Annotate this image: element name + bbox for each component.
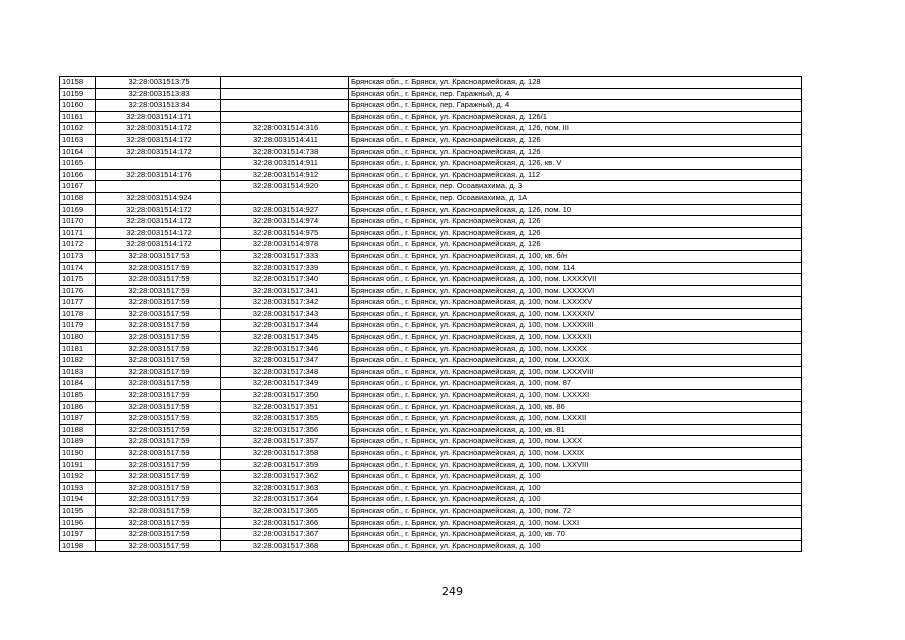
row-number-cell: 10181 (60, 343, 96, 355)
sub-cadastral-number-cell: 32:28:0031514:927 (221, 204, 349, 216)
cadastral-number-cell: 32:28:0031517:59 (96, 332, 221, 344)
table-row (60, 343, 802, 355)
row-number-cell: 10195 (60, 505, 96, 517)
row-number-cell: 10169 (60, 204, 96, 216)
cadastral-number-cell: 32:28:0031517:59 (96, 529, 221, 541)
table-row (60, 459, 802, 471)
row-number-cell: 10190 (60, 448, 96, 460)
address-cell: Брянская обл., г. Брянск, ул. Красноармейская, д. 126 (349, 216, 802, 228)
cadastral-number-cell: 32:28:0031517:59 (96, 308, 221, 320)
sub-cadastral-number-cell (221, 100, 349, 112)
address-cell: Брянская обл., г. Брянск, ул. Красноармейская, д. 100, пом. LXXXXV (349, 297, 802, 309)
cadastral-number-cell: 32:28:0031514:924 (96, 192, 221, 204)
address-cell: Брянская обл., г. Брянск, ул. Красноармейская, д. 126, кв. V (349, 158, 802, 170)
sub-cadastral-number-cell: 32:28:0031514:738 (221, 146, 349, 158)
row-number-cell: 10162 (60, 123, 96, 135)
address-cell: Брянская обл., г. Брянск, ул. Красноармейская, д. 100, пом. LXXXXII (349, 332, 802, 344)
table-row (60, 134, 802, 146)
address-cell: Брянская обл., г. Брянск, ул. Красноармейская, д. 100, пом. 72 (349, 505, 802, 517)
sub-cadastral-number-cell: 32:28:0031517:349 (221, 378, 349, 390)
sub-cadastral-number-cell: 32:28:0031517:362 (221, 471, 349, 483)
row-number-cell: 10167 (60, 181, 96, 193)
table-row (60, 146, 802, 158)
table-row (60, 111, 802, 123)
cadastral-number-cell: 32:28:0031517:59 (96, 355, 221, 367)
row-number-cell: 10188 (60, 424, 96, 436)
address-cell: Брянская обл., г. Брянск, ул. Красноармейская, д. 100, пом. 114 (349, 262, 802, 274)
table-row (60, 250, 802, 262)
cadastral-number-cell: 32:28:0031517:59 (96, 390, 221, 402)
address-cell: Брянская обл., г. Брянск, пер. Гаражный, д. 4 (349, 100, 802, 112)
table-row (60, 436, 802, 448)
address-cell: Брянская обл., г. Брянск, ул. Красноармейская, д. 126, пом. 10 (349, 204, 802, 216)
sub-cadastral-number-cell: 32:28:0031517:348 (221, 366, 349, 378)
table-row (60, 529, 802, 541)
row-number-cell: 10189 (60, 436, 96, 448)
cadastral-number-cell: 32:28:0031517:59 (96, 540, 221, 552)
sub-cadastral-number-cell: 32:28:0031517:356 (221, 424, 349, 436)
address-cell: Брянская обл., г. Брянск, ул. Красноармейская, д. 126, пом. III (349, 123, 802, 135)
sub-cadastral-number-cell: 32:28:0031517:357 (221, 436, 349, 448)
sub-cadastral-number-cell: 32:28:0031514:974 (221, 216, 349, 228)
table-row (60, 227, 802, 239)
row-number-cell: 10164 (60, 146, 96, 158)
sub-cadastral-number-cell: 32:28:0031517:340 (221, 274, 349, 286)
cadastral-number-cell (96, 158, 221, 170)
address-cell: Брянская обл., г. Брянск, ул. Красноармейская, д. 126/1 (349, 111, 802, 123)
row-number-cell: 10163 (60, 134, 96, 146)
cadastral-number-cell: 32:28:0031513:75 (96, 77, 221, 89)
sub-cadastral-number-cell: 32:28:0031514:920 (221, 181, 349, 193)
sub-cadastral-number-cell: 32:28:0031517:365 (221, 505, 349, 517)
row-number-cell: 10168 (60, 192, 96, 204)
address-cell: Брянская обл., г. Брянск, ул. Красноармейская, д. 100, пом. 87 (349, 378, 802, 390)
sub-cadastral-number-cell: 32:28:0031514:411 (221, 134, 349, 146)
address-cell: Брянская обл., г. Брянск, ул. Красноармейская, д. 100, пом. LXXXXVII (349, 274, 802, 286)
table-row (60, 366, 802, 378)
address-cell: Брянская обл., г. Брянск, ул. Красноармейская, д. 100, пом. LXXVIII (349, 459, 802, 471)
sub-cadastral-number-cell: 32:28:0031517:359 (221, 459, 349, 471)
row-number-cell: 10166 (60, 169, 96, 181)
row-number-cell: 10182 (60, 355, 96, 367)
address-cell: Брянская обл., г. Брянск, ул. Красноармейская, д. 100, пом. LXXI (349, 517, 802, 529)
table-row (60, 413, 802, 425)
cadastral-number-cell: 32:28:0031513:83 (96, 88, 221, 100)
cadastral-number-cell: 32:28:0031517:59 (96, 459, 221, 471)
address-cell: Брянская обл., г. Брянск, ул. Красноармейская, д. 126 (349, 146, 802, 158)
sub-cadastral-number-cell: 32:28:0031517:368 (221, 540, 349, 552)
address-cell: Брянская обл., г. Брянск, ул. Красноармейская, д. 100 (349, 471, 802, 483)
cadastral-number-cell: 32:28:0031517:59 (96, 343, 221, 355)
sub-cadastral-number-cell: 32:28:0031517:339 (221, 262, 349, 274)
sub-cadastral-number-cell: 32:28:0031517:364 (221, 494, 349, 506)
table-row (60, 401, 802, 413)
cadastral-number-cell: 32:28:0031514:172 (96, 134, 221, 146)
row-number-cell: 10180 (60, 332, 96, 344)
row-number-cell: 10158 (60, 77, 96, 89)
cadastral-number-cell (96, 181, 221, 193)
address-cell: Брянская обл., г. Брянск, ул. Красноармейская, д. 100, пом. LXXXXI (349, 390, 802, 402)
address-cell: Брянская обл., г. Брянск, ул. Красноармейская, д. 100, пом. LXXXXIII (349, 320, 802, 332)
sub-cadastral-number-cell: 32:28:0031517:358 (221, 448, 349, 460)
table-row (60, 320, 802, 332)
sub-cadastral-number-cell (221, 77, 349, 89)
cadastral-number-cell: 32:28:0031517:59 (96, 424, 221, 436)
table-row (60, 216, 802, 228)
address-cell: Брянская обл., г. Брянск, ул. Красноармейская, д. 126 (349, 227, 802, 239)
sub-cadastral-number-cell: 32:28:0031514:316 (221, 123, 349, 135)
cadastral-number-cell: 32:28:0031517:59 (96, 482, 221, 494)
table-row (60, 204, 802, 216)
row-number-cell: 10160 (60, 100, 96, 112)
row-number-cell: 10197 (60, 529, 96, 541)
table-row (60, 77, 802, 89)
row-number-cell: 10174 (60, 262, 96, 274)
address-cell: Брянская обл., г. Брянск, ул. Красноармейская, д. 100, пом. LXXX (349, 436, 802, 448)
table-row (60, 274, 802, 286)
cadastral-number-cell: 32:28:0031514:172 (96, 239, 221, 251)
table-row (60, 355, 802, 367)
table-row (60, 517, 802, 529)
sub-cadastral-number-cell: 32:28:0031517:363 (221, 482, 349, 494)
address-cell: Брянская обл., г. Брянск, ул. Красноармейская, д. 100, пом. LXXXVIII (349, 366, 802, 378)
table-row (60, 308, 802, 320)
sub-cadastral-number-cell: 32:28:0031517:350 (221, 390, 349, 402)
sub-cadastral-number-cell: 32:28:0031514:912 (221, 169, 349, 181)
table-row (60, 332, 802, 344)
sub-cadastral-number-cell (221, 111, 349, 123)
row-number-cell: 10179 (60, 320, 96, 332)
row-number-cell: 10198 (60, 540, 96, 552)
row-number-cell: 10171 (60, 227, 96, 239)
table-row (60, 285, 802, 297)
cadastral-number-cell: 32:28:0031517:59 (96, 285, 221, 297)
cadastral-number-cell: 32:28:0031517:59 (96, 274, 221, 286)
address-cell: Брянская обл., г. Брянск, ул. Красноармейская, д. 100, пом. LXXXII (349, 413, 802, 425)
cadastral-number-cell: 32:28:0031517:59 (96, 262, 221, 274)
cadastral-number-cell: 32:28:0031514:172 (96, 204, 221, 216)
cadastral-number-cell: 32:28:0031517:59 (96, 320, 221, 332)
table-row (60, 158, 802, 170)
row-number-cell: 10170 (60, 216, 96, 228)
sub-cadastral-number-cell: 32:28:0031514:911 (221, 158, 349, 170)
sub-cadastral-number-cell (221, 88, 349, 100)
sub-cadastral-number-cell: 32:28:0031517:346 (221, 343, 349, 355)
address-cell: Брянская обл., г. Брянск, ул. Красноармейская, д. 100, кв. 70 (349, 529, 802, 541)
table-row (60, 123, 802, 135)
cadastral-number-cell: 32:28:0031513:84 (96, 100, 221, 112)
registry-table-body (60, 77, 802, 552)
cadastral-number-cell: 32:28:0031514:171 (96, 111, 221, 123)
row-number-cell: 10161 (60, 111, 96, 123)
cadastral-number-cell: 32:28:0031517:59 (96, 413, 221, 425)
sub-cadastral-number-cell: 32:28:0031517:341 (221, 285, 349, 297)
cadastral-number-cell: 32:28:0031517:53 (96, 250, 221, 262)
table-row (60, 448, 802, 460)
address-cell: Брянская обл., г. Брянск, ул. Красноармейская, д. 126 (349, 239, 802, 251)
table-row (60, 482, 802, 494)
table-row (60, 169, 802, 181)
table-row (60, 424, 802, 436)
row-number-cell: 10184 (60, 378, 96, 390)
address-cell: Брянская обл., г. Брянск, ул. Красноармейская, д. 100, пом. LXXXXIV (349, 308, 802, 320)
table-row (60, 378, 802, 390)
sub-cadastral-number-cell: 32:28:0031514:975 (221, 227, 349, 239)
address-cell: Брянская обл., г. Брянск, пер. Осоавиахима, д. 1А (349, 192, 802, 204)
sub-cadastral-number-cell: 32:28:0031517:351 (221, 401, 349, 413)
sub-cadastral-number-cell: 32:28:0031517:355 (221, 413, 349, 425)
table-row (60, 181, 802, 193)
page-number: 249 (442, 585, 463, 598)
table-row (60, 494, 802, 506)
cadastral-number-cell: 32:28:0031514:176 (96, 169, 221, 181)
table-row (60, 297, 802, 309)
row-number-cell: 10192 (60, 471, 96, 483)
row-number-cell: 10172 (60, 239, 96, 251)
row-number-cell: 10191 (60, 459, 96, 471)
cadastral-number-cell: 32:28:0031517:59 (96, 366, 221, 378)
address-cell: Брянская обл., г. Брянск, пер. Осоавиахима, д. 3 (349, 181, 802, 193)
cadastral-number-cell: 32:28:0031517:59 (96, 297, 221, 309)
row-number-cell: 10196 (60, 517, 96, 529)
address-cell: Брянская обл., г. Брянск, пер. Гаражный, д. 4 (349, 88, 802, 100)
table-row (60, 505, 802, 517)
address-cell: Брянская обл., г. Брянск, ул. Красноармейская, д. 100 (349, 482, 802, 494)
table-row (60, 88, 802, 100)
cadastral-number-cell: 32:28:0031517:59 (96, 471, 221, 483)
address-cell: Брянская обл., г. Брянск, ул. Красноармейская, д. 100, пом. LXXXXVI (349, 285, 802, 297)
sub-cadastral-number-cell (221, 192, 349, 204)
address-cell: Брянская обл., г. Брянск, ул. Красноармейская, д. 126 (349, 134, 802, 146)
row-number-cell: 10175 (60, 274, 96, 286)
address-cell: Брянская обл., г. Брянск, ул. Красноармейская, д. 100, пом. LXXXX (349, 343, 802, 355)
row-number-cell: 10187 (60, 413, 96, 425)
cadastral-number-cell: 32:28:0031514:172 (96, 146, 221, 158)
address-cell: Брянская обл., г. Брянск, ул. Красноармейская, д. 100, кв. б/н (349, 250, 802, 262)
address-cell: Брянская обл., г. Брянск, ул. Красноармейская, д. 100 (349, 494, 802, 506)
row-number-cell: 10173 (60, 250, 96, 262)
row-number-cell: 10194 (60, 494, 96, 506)
row-number-cell: 10193 (60, 482, 96, 494)
cadastral-number-cell: 32:28:0031517:59 (96, 505, 221, 517)
cadastral-number-cell: 32:28:0031517:59 (96, 517, 221, 529)
address-cell: Брянская обл., г. Брянск, ул. Красноармейская, д. 100, кв. 86 (349, 401, 802, 413)
table-row (60, 471, 802, 483)
row-number-cell: 10183 (60, 366, 96, 378)
sub-cadastral-number-cell: 32:28:0031517:343 (221, 308, 349, 320)
row-number-cell: 10185 (60, 390, 96, 402)
cadastral-number-cell: 32:28:0031514:172 (96, 227, 221, 239)
table-row (60, 239, 802, 251)
row-number-cell: 10177 (60, 297, 96, 309)
sub-cadastral-number-cell: 32:28:0031517:367 (221, 529, 349, 541)
table-row (60, 540, 802, 552)
sub-cadastral-number-cell: 32:28:0031517:366 (221, 517, 349, 529)
row-number-cell: 10176 (60, 285, 96, 297)
sub-cadastral-number-cell: 32:28:0031514:978 (221, 239, 349, 251)
cadastral-registry-table (59, 76, 802, 552)
table-row (60, 192, 802, 204)
row-number-cell: 10165 (60, 158, 96, 170)
address-cell: Брянская обл., г. Брянск, ул. Красноармейская, д. 100, пом. LXXIX (349, 448, 802, 460)
cadastral-number-cell: 32:28:0031514:172 (96, 123, 221, 135)
address-cell: Брянская обл., г. Брянск, ул. Красноармейская, д. 100, пом. LXXXIX (349, 355, 802, 367)
address-cell: Брянская обл., г. Брянск, ул. Красноармейская, д. 112 (349, 169, 802, 181)
table-row (60, 390, 802, 402)
row-number-cell: 10159 (60, 88, 96, 100)
row-number-cell: 10186 (60, 401, 96, 413)
table-row (60, 262, 802, 274)
cadastral-number-cell: 32:28:0031517:59 (96, 448, 221, 460)
address-cell: Брянская обл., г. Брянск, ул. Красноармейская, д. 100, кв. 81 (349, 424, 802, 436)
address-cell: Брянская обл., г. Брянск, ул. Красноармейская, д. 100 (349, 540, 802, 552)
sub-cadastral-number-cell: 32:28:0031517:333 (221, 250, 349, 262)
cadastral-number-cell: 32:28:0031517:59 (96, 401, 221, 413)
sub-cadastral-number-cell: 32:28:0031517:344 (221, 320, 349, 332)
table-row (60, 100, 802, 112)
cadastral-number-cell: 32:28:0031514:172 (96, 216, 221, 228)
sub-cadastral-number-cell: 32:28:0031517:345 (221, 332, 349, 344)
cadastral-number-cell: 32:28:0031517:59 (96, 378, 221, 390)
sub-cadastral-number-cell: 32:28:0031517:342 (221, 297, 349, 309)
sub-cadastral-number-cell: 32:28:0031517:347 (221, 355, 349, 367)
address-cell: Брянская обл., г. Брянск, ул. Красноармейская, д. 128 (349, 77, 802, 89)
row-number-cell: 10178 (60, 308, 96, 320)
cadastral-number-cell: 32:28:0031517:59 (96, 436, 221, 448)
cadastral-number-cell: 32:28:0031517:59 (96, 494, 221, 506)
